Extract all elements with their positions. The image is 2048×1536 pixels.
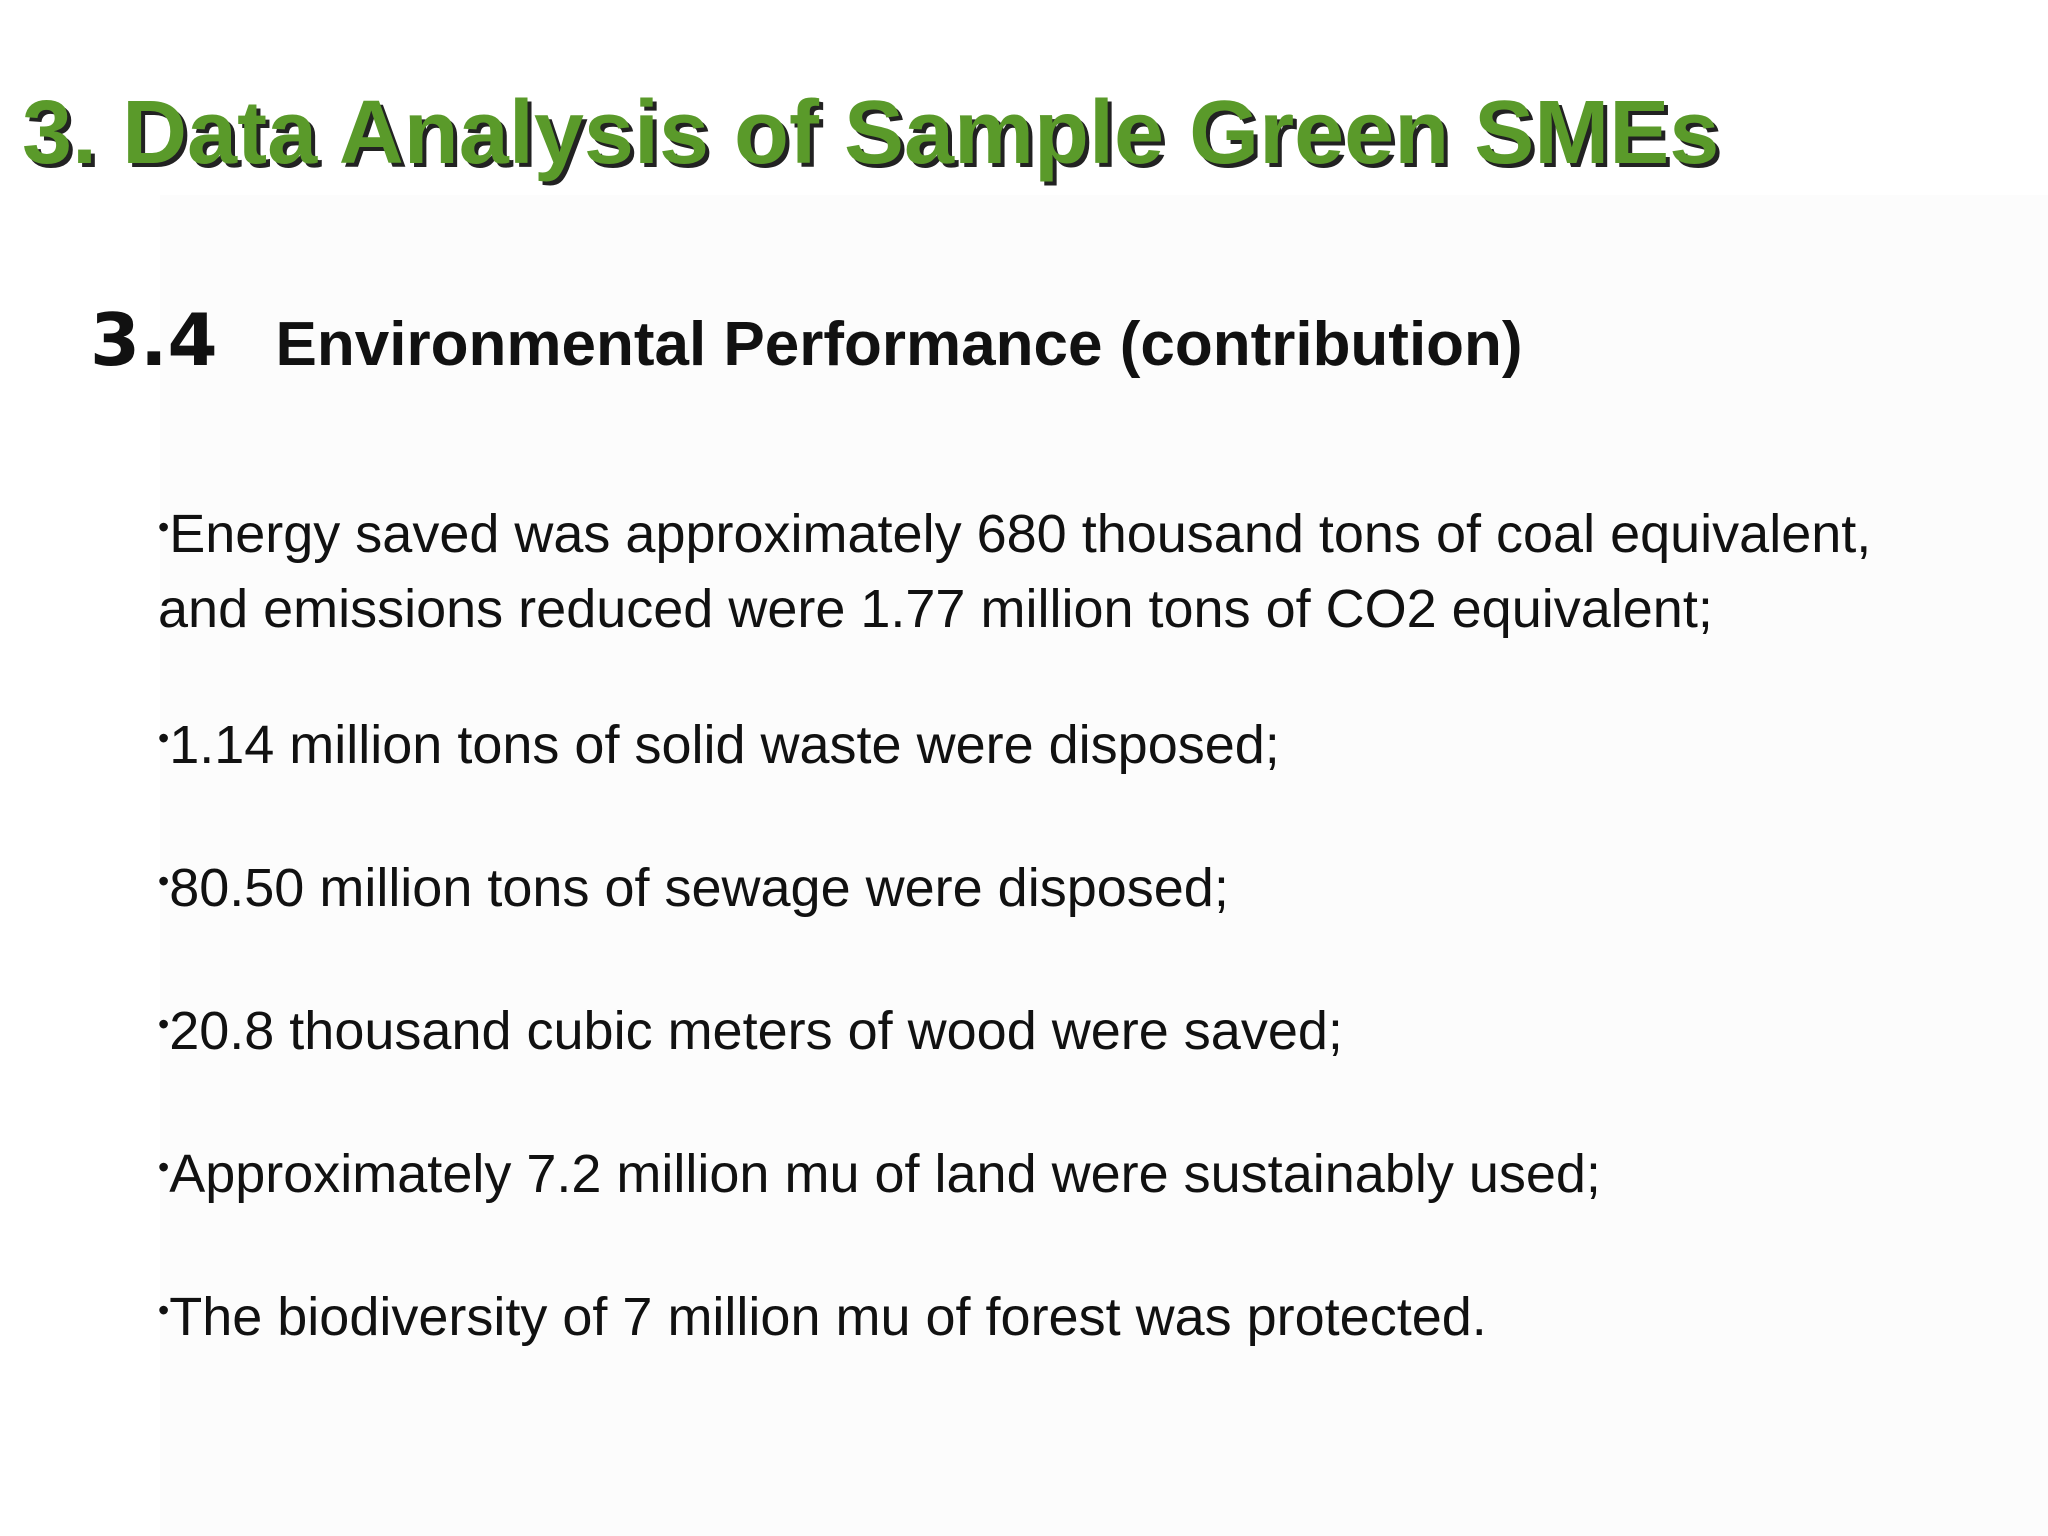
list-item <box>158 854 1878 929</box>
bullet-text: Energy saved was approximately 680 thousand tons of coal equivalent, and emissions reduced were 1.77 million tons of CO2 equivalent; <box>158 504 1872 639</box>
bullet-text: 20.8 thousand cubic meters of wood were saved; <box>169 1001 1343 1061</box>
bullet-text: 80.50 million tons of sewage were disposed; <box>169 858 1229 918</box>
section-title: Environmental Performance (contribution) <box>275 310 1523 379</box>
bullet-text: Approximately 7.2 million mu of land were sustainably used; <box>169 1144 1601 1204</box>
list-item <box>158 997 1878 1072</box>
bullet-icon: • <box>158 1292 170 1328</box>
list-item <box>158 1140 1878 1215</box>
section-heading <box>90 300 1523 385</box>
slide-title: 3. Data Analysis of Sample Green SMEs <box>22 83 1720 183</box>
bullet-text: 1.14 million tons of solid waste were disposed; <box>169 715 1280 775</box>
bullet-icon: • <box>158 509 170 545</box>
bullet-list <box>158 500 1878 1426</box>
section-number: 3.4 <box>90 298 218 382</box>
bullet-text: The biodiversity of 7 million mu of forest was protected. <box>169 1287 1487 1347</box>
list-item <box>158 711 1878 786</box>
list-item <box>158 1283 1878 1358</box>
list-item <box>158 500 1878 643</box>
bullet-icon: • <box>158 863 170 899</box>
bullet-icon: • <box>158 1149 170 1185</box>
bullet-icon: • <box>158 1006 170 1042</box>
bullet-icon: • <box>158 720 170 756</box>
